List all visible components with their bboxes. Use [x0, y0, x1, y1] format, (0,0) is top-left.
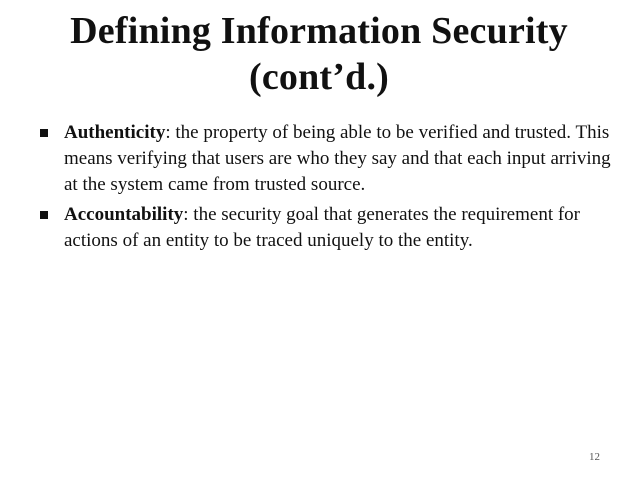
bullet-term-authenticity: Authenticity — [64, 122, 166, 143]
slide-title — [40, 8, 598, 100]
bullet-text-accountability: : the security goal that generates the requirement for actions of an entity to be traced uniquely to the entity. — [64, 204, 581, 251]
bullet-text-authenticity: : the property of being able to be verified and trusted. This means verifying that users are who they say and that each input arriving at the system came from trusted source. — [64, 122, 611, 195]
bullet-term-accountability: Accountability — [64, 204, 184, 225]
square-bullet-icon — [40, 211, 48, 219]
bullet-item-authenticity — [36, 120, 614, 198]
slide-title-line-1: Defining Information Security — [70, 10, 568, 52]
bullet-list — [36, 120, 614, 258]
page-number: 12 — [589, 451, 600, 463]
slide-title-line-2: (cont’d.) — [248, 56, 390, 98]
bullet-item-accountability — [36, 202, 614, 254]
square-bullet-icon — [40, 129, 48, 137]
